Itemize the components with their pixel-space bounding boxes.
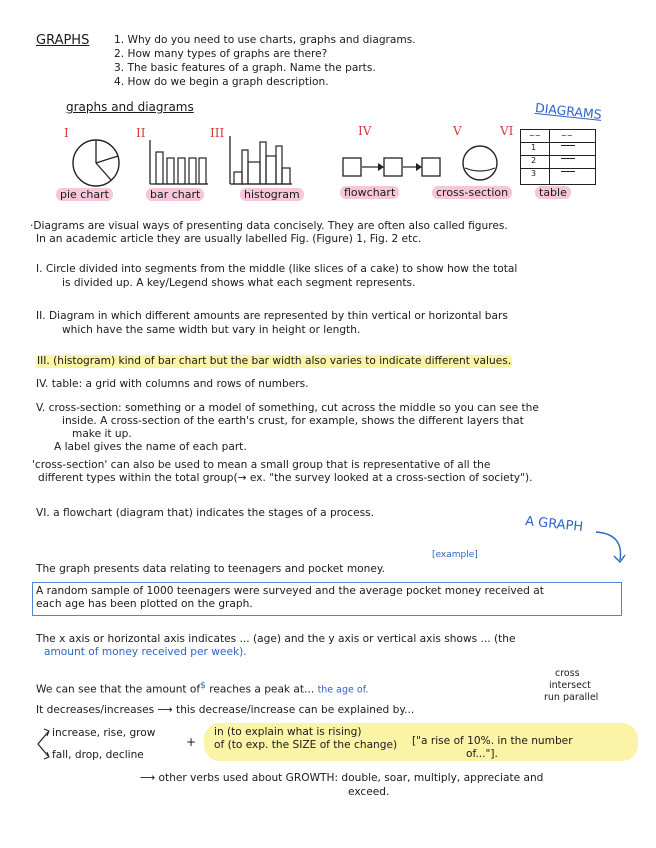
numeral-ii: II xyxy=(136,126,146,140)
diagrams-heading: DIAGRAMS xyxy=(534,100,603,122)
numeral-iii: III xyxy=(210,126,225,140)
note-5e: 'cross-section' can also be used to mean a small group that is representative of all the xyxy=(32,459,491,471)
caption-pie-chart: pie chart xyxy=(56,188,113,201)
axis-line-2: amount of money received per week). xyxy=(44,646,247,658)
bar-chart-icon xyxy=(148,138,210,186)
table-row-3: 3 xyxy=(531,169,537,178)
numeral-i: I xyxy=(64,126,69,140)
question-3: 3. The basic features of a graph. Name the parts. xyxy=(114,62,376,74)
peak-line xyxy=(36,680,368,697)
note-5b: inside. A cross-section of the earth's crust, for example, shows the different layers that xyxy=(62,415,524,427)
note-3: III. (histogram) kind of bar chart but the bar width also varies to indicate different values. xyxy=(37,355,512,367)
verbs-up: increase, rise, grow xyxy=(52,727,156,739)
example-tag: [example] xyxy=(432,550,478,560)
of-line: of (to exp. the SIZE of the change) xyxy=(214,739,398,751)
peak-text-c: the age of. xyxy=(317,684,369,696)
section-subtitle: graphs and diagrams xyxy=(66,100,194,114)
question-2: 2. How many types of graphs are there? xyxy=(114,48,328,60)
page-title: GRAPHS xyxy=(36,33,90,48)
table-row-1: 1 xyxy=(531,143,537,152)
flowchart-icon xyxy=(340,152,444,182)
quote-line-b: of..."]. xyxy=(466,748,498,760)
axis-line-1: The x axis or horizontal axis indicates ... (age) and the y axis or vertical axis shows ... (the xyxy=(36,633,516,645)
peak-text-a: We can see that the amount of xyxy=(36,683,201,696)
caption-table: table xyxy=(535,186,571,199)
intro-line-1: ·Diagrams are visual ways of presenting data concisely. They are often also called figures. xyxy=(30,220,508,232)
graph-intro: The graph presents data relating to teenagers and pocket money. xyxy=(36,563,385,575)
note-5d: A label gives the name of each part. xyxy=(54,441,247,453)
question-1: 1. Why do you need to use charts, graphs and diagrams. xyxy=(114,34,416,46)
note-2b: which have the same width but vary in height or length. xyxy=(62,324,361,336)
caption-cross-section: cross-section xyxy=(432,186,512,199)
growth-line-2: exceed. xyxy=(348,786,390,798)
verbs-down: fall, drop, decline xyxy=(52,749,144,761)
note-6: VI. a flowchart (diagram that) indicates the stages of a process. xyxy=(36,507,375,519)
margin-cross: cross xyxy=(555,668,580,679)
margin-intersect: intersect xyxy=(549,680,591,691)
in-line: in (to explain what is rising) xyxy=(214,726,362,738)
note-5c: make it up. xyxy=(72,428,132,440)
note-5a: V. cross-section: something or a model of something, cut across the middle so you can see the xyxy=(36,402,539,414)
margin-run-parallel: run parallel xyxy=(544,692,599,703)
quote-line: ["a rise of 10%. in the number xyxy=(412,735,573,747)
curved-arrow-icon xyxy=(592,528,632,568)
table-row-2: 2 xyxy=(531,156,537,165)
peak-dollar: $ xyxy=(200,681,206,691)
decrease-line: It decreases/increases ⟶ this decrease/increase can be explained by... xyxy=(36,704,415,716)
note-1b: is divided up. A key/Legend shows what each segment represents. xyxy=(62,277,416,289)
plus-sign: + xyxy=(186,735,197,749)
numeral-iv: IV xyxy=(358,124,372,138)
caption-flowchart: flowchart xyxy=(340,186,399,199)
histogram-icon xyxy=(228,134,294,186)
question-4: 4. How do we begin a graph description. xyxy=(114,76,329,88)
note-2a: II. Diagram in which different amounts are represented by thin vertical or horizontal bars xyxy=(36,310,508,322)
caption-bar-chart: bar chart xyxy=(146,188,204,201)
example-box-line-2: each age has been plotted on the graph. xyxy=(36,598,253,610)
example-box-line-1: A random sample of 1000 teenagers were surveyed and the average pocket money received at xyxy=(36,585,544,597)
note-5f: different types within the total group(→ ex. "the survey looked at a cross-section of society"). xyxy=(38,472,533,484)
note-1a: I. Circle divided into segments from the middle (like slices of a cake) to show how the total xyxy=(36,263,518,275)
pie-chart-icon xyxy=(68,136,124,190)
caption-histogram: histogram xyxy=(240,188,304,201)
intro-line-2: In an academic article they are usually labelled Fig. (Figure) 1, Fig. 2 etc. xyxy=(36,233,422,245)
numeral-v: V xyxy=(453,124,462,138)
table-icon: ~~ ~~ 1 2 3 xyxy=(520,129,596,185)
numeral-vi: VI xyxy=(500,124,514,138)
peak-text-b: reaches a peak at... xyxy=(209,683,315,696)
note-4: IV. table: a grid with columns and rows of numbers. xyxy=(36,378,309,390)
growth-line-1: ⟶ other verbs used about GROWTH: double, soar, multiply, appreciate and xyxy=(140,772,544,784)
graph-heading: A GRAPH xyxy=(524,514,584,535)
cross-section-icon xyxy=(458,142,502,184)
